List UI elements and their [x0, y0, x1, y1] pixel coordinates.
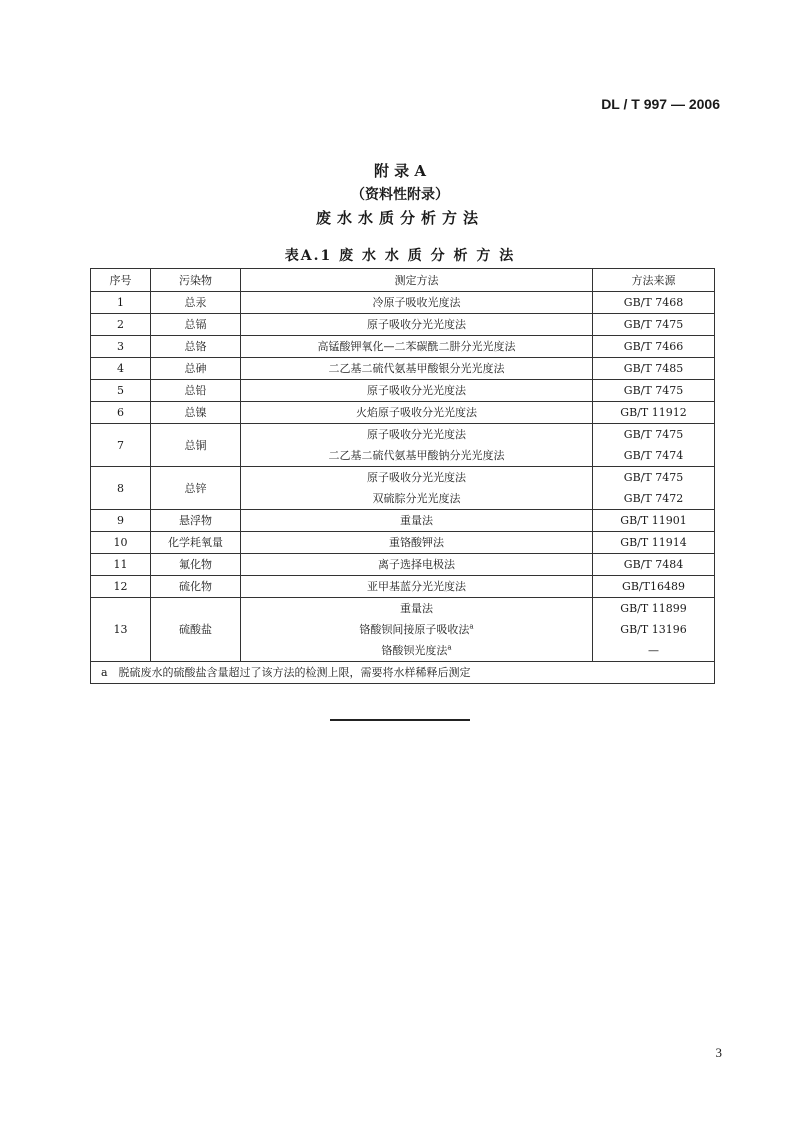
row-methods [241, 510, 593, 532]
row-pollutant: 悬浮物 [151, 510, 241, 532]
row-pollutant: 总锌 [151, 467, 241, 510]
method-text: 离子选择电极法 [378, 558, 455, 571]
row-pollutant: 总镉 [151, 314, 241, 336]
method-text: 亚甲基蓝分光光度法 [367, 580, 466, 593]
source-line: GB/T 11899 [620, 602, 687, 615]
header-method: 测定方法 [241, 269, 593, 292]
row-sources [593, 314, 715, 336]
method-line [241, 467, 592, 488]
row-number: 8 [91, 467, 151, 510]
method-text: 火焰原子吸收分光光度法 [356, 406, 477, 419]
source-line: GB/T 13196 [620, 623, 687, 636]
row-methods [241, 532, 593, 554]
row-sources [593, 598, 715, 662]
row-number: 10 [91, 532, 151, 554]
table-row [91, 424, 715, 467]
method-line [241, 358, 592, 379]
row-number: 13 [91, 598, 151, 662]
footnote-row [91, 662, 715, 684]
table-row [91, 510, 715, 532]
method-line [241, 488, 592, 509]
row-sources [593, 467, 715, 510]
source-line: GB/T 11912 [620, 406, 687, 419]
row-methods [241, 314, 593, 336]
method-line [241, 619, 592, 640]
method-line [241, 402, 592, 423]
row-number: 4 [91, 358, 151, 380]
row-pollutant: 硫化物 [151, 576, 241, 598]
method-line [241, 554, 592, 575]
row-pollutant: 总铬 [151, 336, 241, 358]
source-line: GB/T 7475 [623, 471, 684, 484]
row-number: 12 [91, 576, 151, 598]
header-source: 方法来源 [593, 269, 715, 292]
method-line [241, 292, 592, 313]
row-methods [241, 336, 593, 358]
method-text: 原子吸收分光光度法 [367, 384, 466, 397]
table-row [91, 554, 715, 576]
table-row [91, 576, 715, 598]
row-methods [241, 292, 593, 314]
row-pollutant: 总铅 [151, 380, 241, 402]
source-line: GB/T 7475 [623, 428, 684, 441]
method-text: 原子吸收分光光度法 [367, 471, 466, 484]
row-pollutant: 总镍 [151, 402, 241, 424]
method-text: 双硫腙分光光度法 [372, 492, 461, 505]
method-line [241, 336, 592, 357]
table-row [91, 598, 715, 662]
method-line [241, 598, 592, 619]
appendix-title: 附 录 A [373, 162, 427, 180]
method-text: 铬酸钡光度法 [381, 644, 448, 657]
row-pollutant: 总铜 [151, 424, 241, 467]
table-row [91, 358, 715, 380]
table-row [91, 467, 715, 510]
row-sources [593, 358, 715, 380]
row-sources [593, 576, 715, 598]
method-text: 高锰酸钾氧化—二苯碳酰二肼分光光度法 [317, 340, 516, 353]
table-row [91, 402, 715, 424]
source-line: GB/T16489 [622, 580, 685, 593]
row-pollutant: 硫酸盐 [151, 598, 241, 662]
method-line [241, 510, 592, 531]
method-text: 二乙基二硫代氨基甲酸银分光光度法 [328, 362, 505, 375]
row-number: 6 [91, 402, 151, 424]
source-line: GB/T 7468 [623, 296, 684, 309]
row-sources [593, 424, 715, 467]
row-methods [241, 576, 593, 598]
method-line [241, 532, 592, 553]
header-pollutant: 污染物 [151, 269, 241, 292]
table-body [91, 292, 715, 684]
source-line: GB/T 7472 [623, 492, 684, 505]
method-text: 原子吸收分光光度法 [367, 318, 466, 331]
source-line: — [648, 644, 659, 657]
end-rule [330, 719, 470, 721]
row-sources [593, 532, 715, 554]
table-footnote: a 脱硫废水的硫酸盐含量超过了该方法的检测上限，需要将水样稀释后测定 [91, 662, 715, 684]
row-sources [593, 380, 715, 402]
source-line: GB/T 7466 [623, 340, 684, 353]
method-text: 重量法 [400, 514, 433, 527]
source-line: GB/T 7485 [623, 362, 684, 375]
row-sources [593, 402, 715, 424]
method-text: 重铬酸钾法 [389, 536, 444, 549]
source-line: GB/T 7475 [623, 318, 684, 331]
appendix-heading: 废水水质分析方法 [315, 209, 484, 227]
footnote-marker: a [469, 622, 474, 631]
row-pollutant: 总汞 [151, 292, 241, 314]
method-text: 二乙基二硫代氨基甲酸钠分光光度法 [328, 449, 505, 462]
row-sources [593, 336, 715, 358]
table-row [91, 532, 715, 554]
row-methods [241, 467, 593, 510]
method-text: 冷原子吸收光度法 [372, 296, 461, 309]
method-text: 原子吸收分光光度法 [367, 428, 466, 441]
header-no: 序号 [91, 269, 151, 292]
row-pollutant: 氟化物 [151, 554, 241, 576]
source-line: GB/T 7474 [623, 449, 684, 462]
row-sources [593, 292, 715, 314]
row-number: 9 [91, 510, 151, 532]
row-number: 5 [91, 380, 151, 402]
method-text: 铬酸钡间接原子吸收法 [359, 623, 470, 636]
row-number: 2 [91, 314, 151, 336]
table-caption: 表A.1 废 水 水 质 分 析 方 法 [284, 248, 516, 264]
method-line [241, 445, 592, 466]
row-methods [241, 554, 593, 576]
row-methods [241, 380, 593, 402]
method-line [241, 314, 592, 335]
source-line: GB/T 7475 [623, 384, 684, 397]
table-row [91, 292, 715, 314]
row-number: 3 [91, 336, 151, 358]
method-line [241, 640, 592, 661]
method-line [241, 576, 592, 597]
row-methods [241, 598, 593, 662]
source-line: GB/T 11914 [620, 536, 687, 549]
row-pollutant: 化学耗氧量 [151, 532, 241, 554]
footnote-marker: a [447, 643, 452, 652]
appendix-subtitle: （资料性附录） [351, 187, 449, 203]
source-line: GB/T 11901 [620, 514, 687, 527]
row-number: 1 [91, 292, 151, 314]
row-number: 11 [91, 554, 151, 576]
row-methods [241, 402, 593, 424]
row-methods [241, 424, 593, 467]
table-row [91, 336, 715, 358]
standard-code: DL / T 997 — 2006 [601, 96, 720, 112]
method-line [241, 424, 592, 445]
method-line [241, 380, 592, 401]
source-line: GB/T 7484 [623, 558, 684, 571]
row-pollutant: 总砷 [151, 358, 241, 380]
table-header-row [91, 269, 715, 292]
page-number: 3 [715, 1045, 722, 1060]
row-sources [593, 554, 715, 576]
analysis-methods-table [90, 268, 715, 684]
row-methods [241, 358, 593, 380]
table-row [91, 380, 715, 402]
row-sources [593, 510, 715, 532]
table-row [91, 314, 715, 336]
row-number: 7 [91, 424, 151, 467]
method-text: 重量法 [400, 602, 433, 615]
